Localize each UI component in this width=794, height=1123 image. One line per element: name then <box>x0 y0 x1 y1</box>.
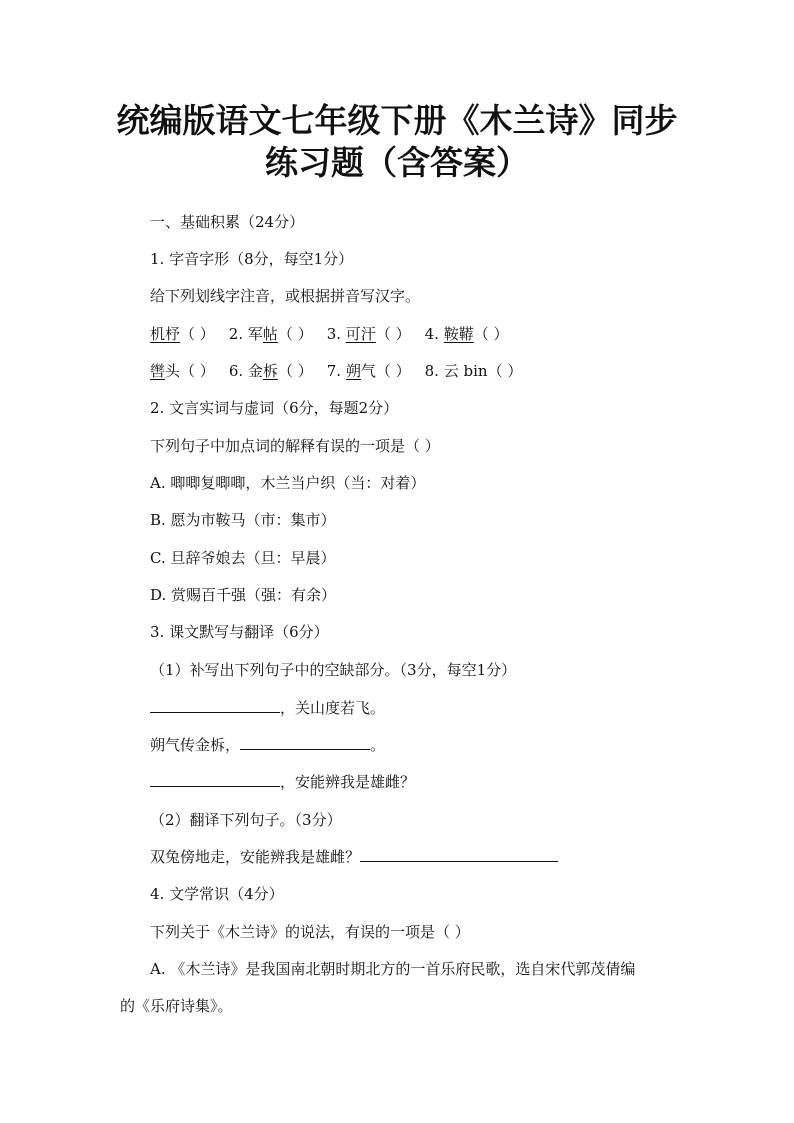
q1-item-8-paren: （ ） <box>487 362 523 380</box>
q1-row-1: 机杼（ ） 2. 军帖（ ） 3. 可汗（ ） 4. 鞍鞯（ ） <box>150 325 509 343</box>
q1-item-7-num: 7. <box>326 362 342 380</box>
q1-item-2-word: 帖 <box>262 325 278 343</box>
q1-heading: 1. 字音字形（8分，每空1分） <box>150 250 354 268</box>
q1-item-6-word: 柝 <box>262 362 278 380</box>
q1-instruction: 给下列划线字注音，或根据拼音写汉字。 <box>150 287 421 305</box>
q1-item-6-num: 6. <box>228 362 244 380</box>
q1-item-6-paren: （ ） <box>277 362 313 380</box>
q1-item-2-num: 2. <box>228 325 244 343</box>
q1-item-5-paren: （ ） <box>180 362 215 380</box>
q4-heading: 4. 文学常识（4分） <box>150 885 284 903</box>
q3-translate-line: 双兔傍地走，安能辨我是雄雌？ <box>150 847 558 867</box>
doc-title-line-2: 练习题（含答案） <box>265 143 529 182</box>
doc-title-line-1: 统编版语文七年级下册《木兰诗》同步 <box>116 101 678 140</box>
fill-blank[interactable] <box>240 735 370 750</box>
q2-heading: 2. 文言实词与虚词（6分，每题2分） <box>150 399 399 417</box>
q3-part1-heading: （1）补写出下列句子中的空缺部分。（3分，每空1分） <box>150 661 517 679</box>
q3-part2-heading: （2）翻译下列句子。（3分） <box>150 811 342 829</box>
q1-row-2: 辔头（ ） 6. 金柝（ ） 7. 朔气（ ） 8. 云 bin（ ） <box>150 362 523 380</box>
q1-item-4-num: 4. <box>424 325 439 343</box>
q4-prompt: 下列关于《木兰诗》的说法，有误的一项是（ ） <box>150 923 470 941</box>
fill-blank[interactable] <box>150 698 280 713</box>
q1-item-7-word: 朔 <box>345 362 361 380</box>
q2-option-c: C. 旦辞爷娘去（旦：早晨） <box>150 549 336 567</box>
q1-item-8-num: 8. <box>424 362 439 380</box>
answer-blank[interactable] <box>360 847 558 862</box>
q1-item-1-paren: （ ） <box>180 325 215 343</box>
q1-item-3-word: 可汗 <box>345 325 376 343</box>
q2-option-b: B. 愿为市鞍马（市：集市） <box>150 511 336 529</box>
q1-item-4-paren: （ ） <box>473 325 509 343</box>
q3-heading: 3. 课文默写与翻译（6分） <box>150 623 329 641</box>
q4-option-a-cont: 的《乐府诗集》。 <box>120 997 233 1015</box>
q1-item-4-word: 鞍鞯 <box>443 325 474 343</box>
q1-item-5-word: 辔 <box>150 362 166 380</box>
q1-item-1-word: 机杼 <box>150 325 181 343</box>
q2-option-a: A. 唧唧复唧唧，木兰当户织（当：对着） <box>150 474 426 492</box>
q1-item-2-paren: （ ） <box>277 325 313 343</box>
q3-fill-2: 朔气传金柝， 。 <box>150 736 386 754</box>
q2-prompt: 下列句子中加点词的解释有误的一项是（ ） <box>150 437 440 455</box>
q3-fill-3: ，安能辨我是雄雌？ <box>150 772 415 792</box>
q1-item-7-paren: （ ） <box>375 362 411 380</box>
q1-item-3-num: 3. <box>326 325 342 343</box>
q3-fill-1: ，关山度若飞。 <box>150 698 385 718</box>
q1-item-8-word: 云 bin <box>443 362 488 380</box>
q1-item-3-paren: （ ） <box>375 325 411 343</box>
q2-option-d: D. 赏赐百千强（强：有余） <box>150 586 337 604</box>
fill-blank[interactable] <box>150 772 280 787</box>
section-heading: 一、基础积累（24分） <box>150 213 305 231</box>
q4-option-a: A. 《木兰诗》是我国南北朝时期北方的一首乐府民歌，选自宋代郭茂倩编 <box>150 960 636 978</box>
